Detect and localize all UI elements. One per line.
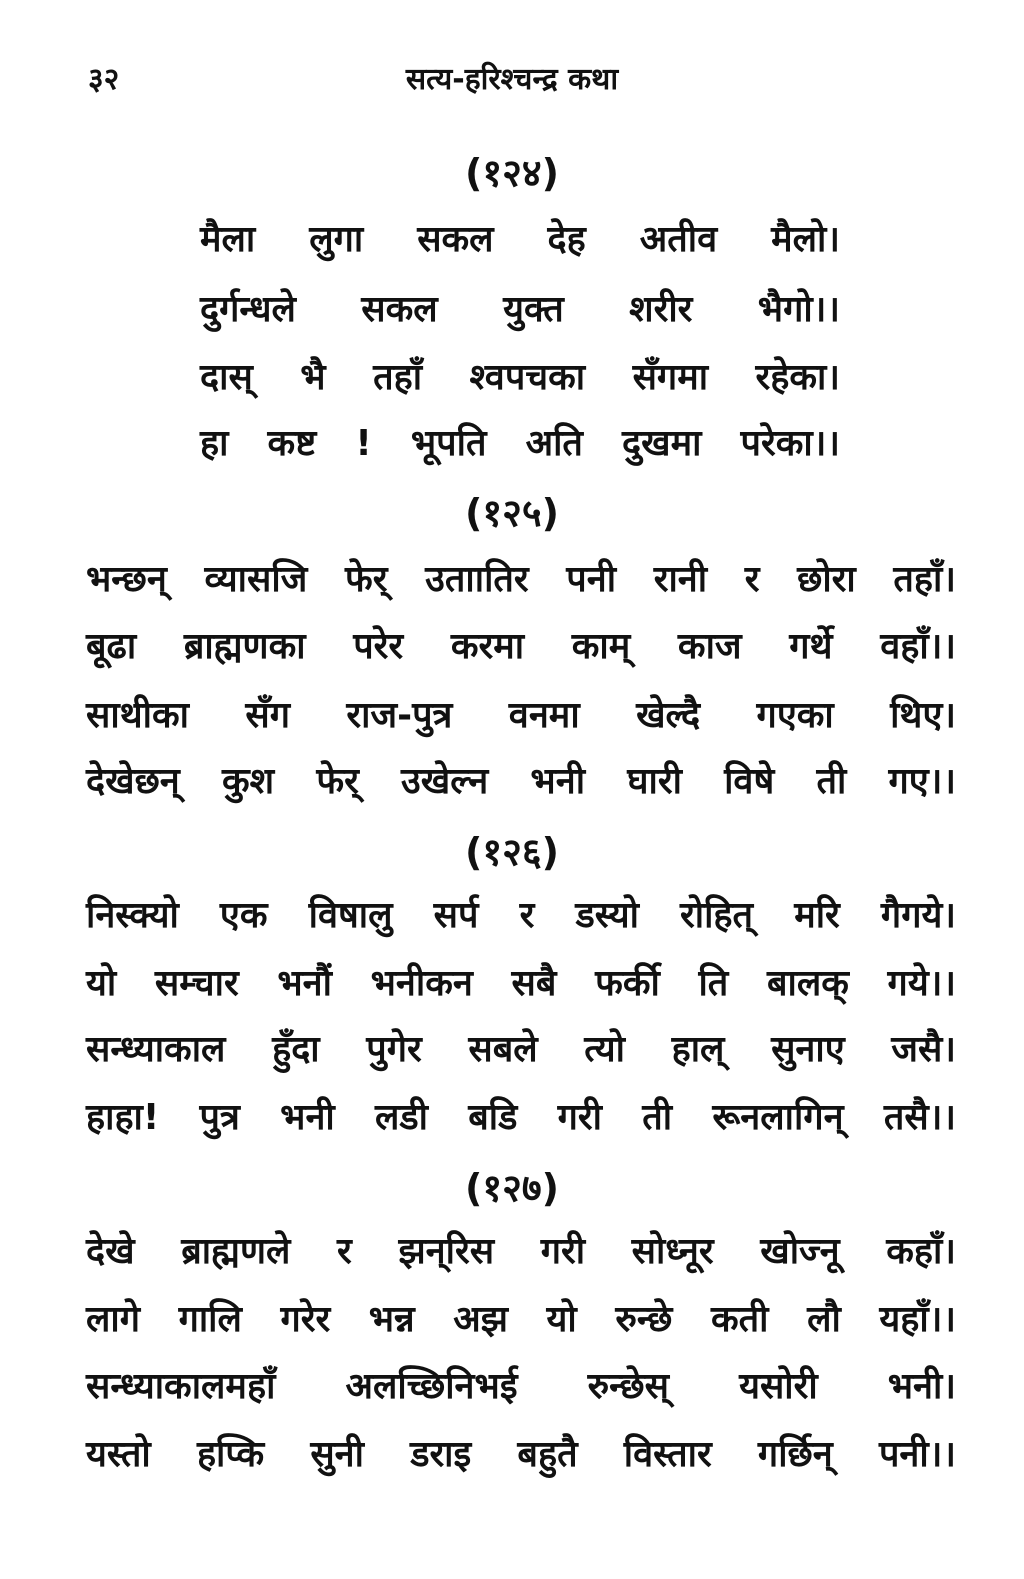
verse-line: भन्छन् व्यासजि फेर् उताातिर पनी रानी र छोरा तहाँ। <box>86 559 956 600</box>
verse-line: दुर्गन्धले सकल युक्त शरीर भैगो।। <box>200 289 840 330</box>
verse-number: (१२७) <box>464 1166 559 1210</box>
verse-line: सन्ध्याकाल हुँदा पुगेर सबले त्यो हाल् सुनाए जसै। <box>86 1029 956 1070</box>
page-header <box>0 55 1024 105</box>
verse-line: यो सम्चार भनौं भनीकन सबै फर्की ति बालक् गये।। <box>86 963 956 1004</box>
verse-line: देखे ब्राह्मणले र झन्‌रिस गरी सोध्नूर खोज्नू कहाँ। <box>86 1231 956 1272</box>
verse-line: यस्तो हप्कि सुनी डराइ बहुतै विस्तार गर्छिन् पनी।। <box>86 1434 956 1475</box>
verse-line: बूढा ब्राह्मणका परेर करमा काम् काज गर्थे वहाँ।। <box>86 626 956 667</box>
verse-line: साथीका सँग राज-पुत्र वनमा खेल्दै गएका थिए। <box>86 695 956 736</box>
verse-number: (१२५) <box>464 491 559 535</box>
verse-line: लागे गालि गरेर भन्न अझ यो रुन्छे कती लौ यहाँ।। <box>86 1299 956 1340</box>
verse-line: मैला लुगा सकल देह अतीव मैलो। <box>200 219 840 260</box>
verse-line: देखेछन् कुश फेर् उखेल्न भनी घारी विषे ती गए।। <box>86 761 956 802</box>
running-title: सत्य-हरिश्चन्द्र कथा <box>405 62 619 97</box>
verse-line: हाहा! पुत्र भनी लडी बडि गरी ती रूनलागिन् तसै।। <box>86 1097 956 1138</box>
verse-line: दास् भै तहाँ श्वपचका सँगमा रहेका। <box>200 357 840 398</box>
verse-line: हा कष्ट ! भूपति अति दुखमा परेका।। <box>200 423 840 464</box>
page-number: ३२ <box>88 62 120 97</box>
verse-number: (१२६) <box>464 830 559 874</box>
verse-line: सन्ध्याकालमहाँ अलच्छिनिभई रुन्छेस् यसोरी भनी। <box>86 1366 956 1407</box>
verse-number: (१२४) <box>464 151 559 195</box>
verse-line: निस्क्यो एक विषालु सर्प र डस्यो रोहित् मरि गैगये। <box>86 895 956 936</box>
